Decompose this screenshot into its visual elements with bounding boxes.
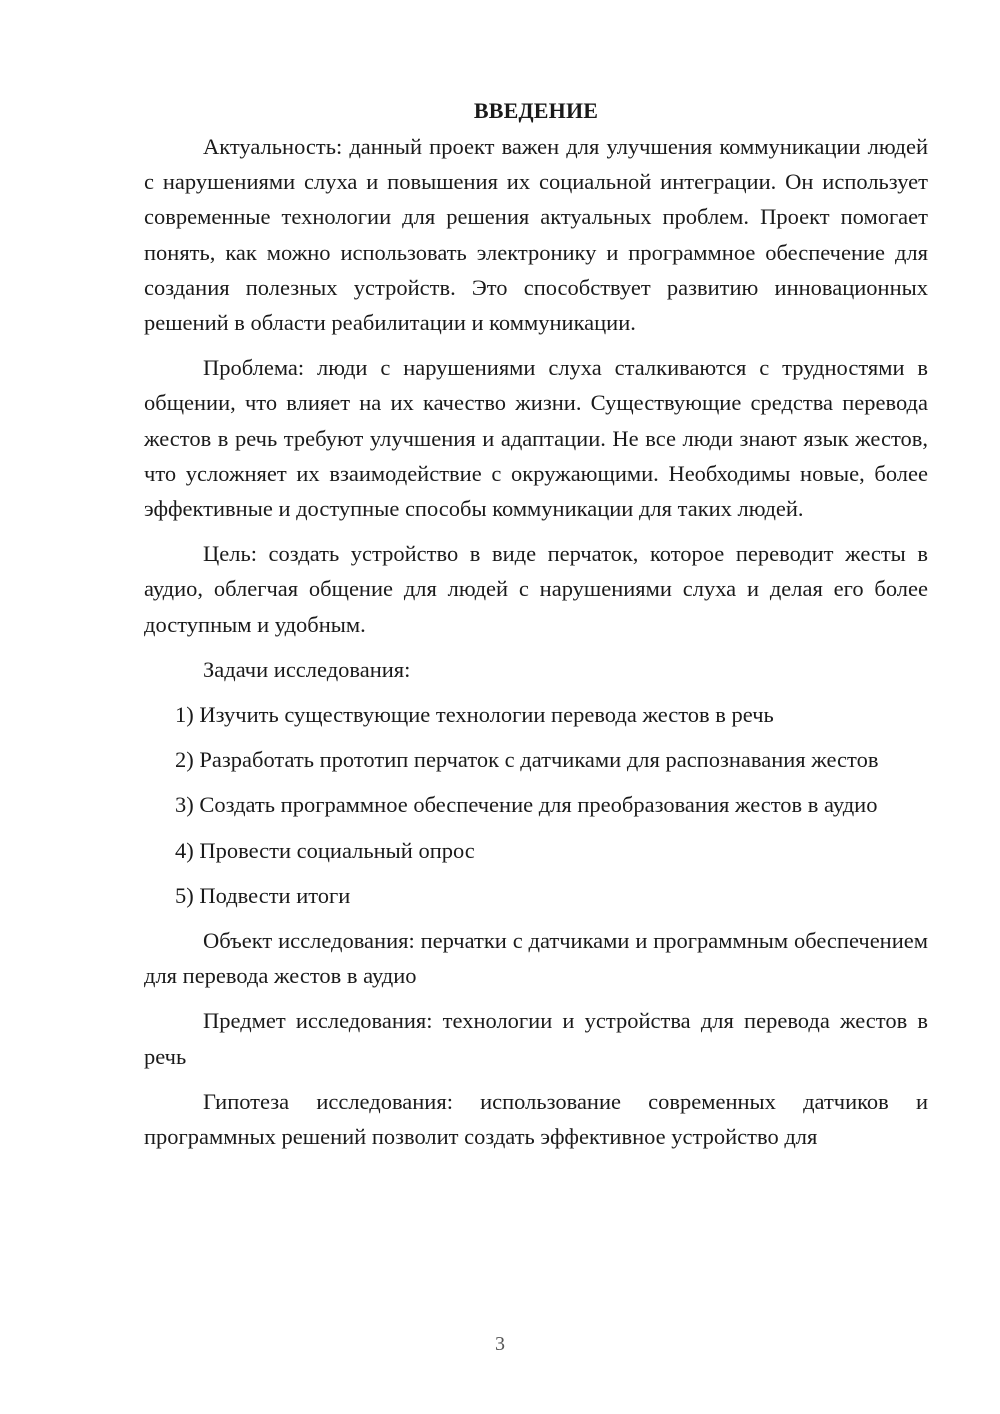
tasks-title: Задачи исследования: [203, 656, 411, 682]
relevance-paragraph: Актуальность: данный проект важен для улучшения коммуникации людей с нарушениями слуха и повышения их социальной интеграции. Он использует современные технологии для решения актуальных проблем. Проект помогает понять, как можно использовать электронику и программное обеспечение для создания полезных устройств. Это способствует развитию инновационных решений в области реабилитации и коммуникации. [144, 134, 928, 336]
task-item: 4) Провести социальный опрос [175, 837, 475, 863]
page-title: ВВЕДЕНИЕ [473, 98, 599, 123]
object-paragraph: Объект исследования: перчатки с датчиками и программным обеспечением для перевода жестов в аудио [144, 928, 928, 989]
task-item: 3) Создать программное обеспечение для преобразования жестов в аудио [175, 792, 878, 818]
page-content [144, 96, 928, 1164]
task-item: 5) Подвести итоги [175, 882, 351, 908]
hypothesis-paragraph: Гипотеза исследования: использование современных датчиков и программных решений позволит создать эффективное устройство для [144, 1088, 928, 1150]
task-item: 2) Разработать прототип перчаток с датчиками для распознавания жестов [175, 747, 879, 773]
subject-paragraph: Предмет исследования: технологии и устройства для перевода жестов в речь [144, 1008, 928, 1069]
problem-paragraph: Проблема: люди с нарушениями слуха сталкиваются с трудностями в общении, что влияет на их качество жизни. Существующие средства перевода жестов в речь требуют улучшения и адаптации. Не все люди знают язык жестов, что усложняет их взаимодействие с окружающими. Необходимы новые, более эффективные и доступные способы коммуникации для таких людей. [144, 355, 928, 522]
goal-paragraph: Цель: создать устройство в виде перчаток, которое переводит жесты в аудио, облегчая общение для людей с нарушениями слуха и делая его более доступным и удобным. [144, 541, 928, 637]
page-number: 3 [495, 1333, 505, 1355]
task-item: 1) Изучить существующие технологии перевода жестов в речь [175, 702, 774, 728]
